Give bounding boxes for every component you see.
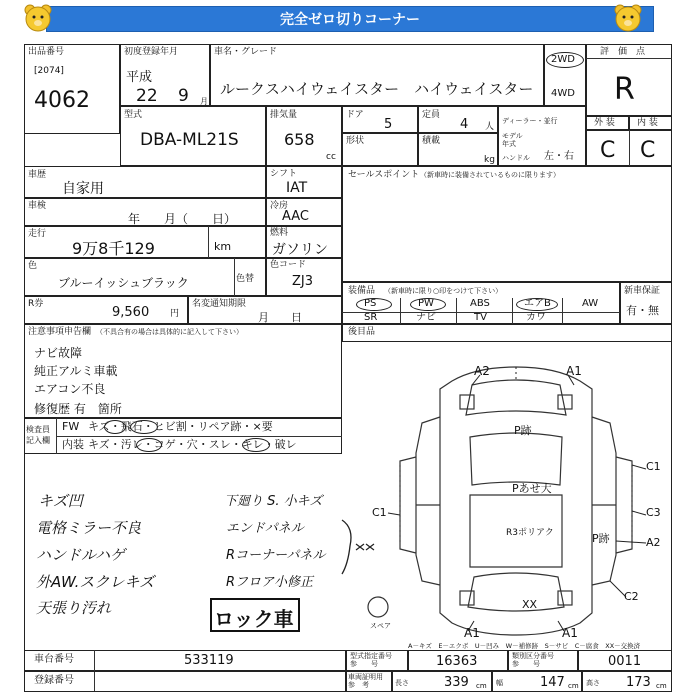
exterior-grade: C xyxy=(600,138,616,163)
equip-abs: ABS xyxy=(470,298,490,309)
hand-note-left-1: キズ凹 xyxy=(38,492,83,510)
handle-label: ハンドル xyxy=(502,154,530,162)
height-value: 173 xyxy=(626,675,651,690)
equip-navi: ナビ xyxy=(416,312,436,323)
inspector-circle-3 xyxy=(136,438,162,452)
history-value: 自家用 xyxy=(62,181,104,197)
notes-line-4: 修復歴 有 箇所 xyxy=(34,402,122,416)
capacity-label: 定員 xyxy=(422,110,441,120)
equip-ps: PS xyxy=(364,298,377,309)
mark-a2-right: A2 xyxy=(646,536,661,549)
reg-label: 登録番号 xyxy=(34,675,74,686)
length-unit: cm xyxy=(476,682,487,690)
sales-point-label: セールスポイント xyxy=(348,170,420,180)
notes-sublabel: （不具合有の場合は具体的に記入して下さい） xyxy=(96,328,243,336)
score-value: R xyxy=(614,72,635,107)
color-label: 色 xyxy=(28,261,38,271)
mark-spare: スペア xyxy=(370,622,391,630)
notes-line-1: ナビ故障 xyxy=(34,346,83,360)
shift-label: シフト xyxy=(270,169,298,179)
dims-label: 車両証明用 参 考 xyxy=(348,673,383,689)
mark-c2-right: C2 xyxy=(624,590,639,603)
width-label: 幅 xyxy=(496,679,503,687)
bear-mascot-icon xyxy=(22,2,54,34)
height-label: 高さ xyxy=(586,679,600,687)
mark-c1-left: C1 xyxy=(372,506,387,519)
mark-a2-top: A2 xyxy=(474,364,490,378)
sales-point-cell xyxy=(342,166,672,282)
reg-year-label: 初度登録年月 xyxy=(124,47,179,57)
lot-number: 4062 xyxy=(34,88,90,113)
length-value: 339 xyxy=(444,675,469,690)
hand-note-right-1: 下廻り S. 小キズ xyxy=(224,494,323,509)
mark-p-rear: P跡 xyxy=(514,424,532,437)
recycle-value: 9,560 xyxy=(112,305,150,320)
model-name: ルークスハイウェイスター ハイウェイスター xyxy=(220,80,534,98)
model-code-label: 型式 xyxy=(124,110,143,120)
notes-line-3: エアコン不良 xyxy=(34,382,106,396)
drive-4wd: 4WD xyxy=(551,88,575,99)
equip-pw: PW xyxy=(418,298,434,309)
mileage-value: 9万8千129 xyxy=(72,239,155,258)
displacement: 658 xyxy=(284,130,315,149)
height-unit: cm xyxy=(656,682,667,690)
history-cell xyxy=(24,166,266,198)
doors-label: ドア xyxy=(346,110,364,120)
rear-seat-cell xyxy=(342,324,672,342)
color-no-label: 色替 xyxy=(236,274,255,284)
model-code: DBA-ML21S xyxy=(140,130,239,150)
history-label: 車歴 xyxy=(28,170,47,180)
diagram-legend: A－キズ E－エクボ U－凹み W－補修跡 S－サビ C－腐食 XX－交換済 xyxy=(408,642,641,650)
mark-a1-bottom-right: A1 xyxy=(562,626,578,640)
equipment-note: （新車時に限り○印をつけて下さい） xyxy=(384,287,503,295)
inspection-value: 年 月（ 日） xyxy=(128,212,237,226)
equipment-label: 装備品 xyxy=(348,286,376,296)
equip-leather: カワ xyxy=(526,312,546,323)
mileage-unit: km xyxy=(214,240,232,253)
displacement-unit: cc xyxy=(326,152,336,162)
payload-label: 積載 xyxy=(422,136,441,146)
fuel-label: 燃料 xyxy=(270,228,289,238)
payload-unit: kg xyxy=(484,155,495,165)
mark-a1-bottom-left: A1 xyxy=(464,626,480,640)
recycle-cell xyxy=(24,296,188,324)
hand-note-left-3: ハンドルハゲ xyxy=(36,546,125,564)
lot-number-label: 出品番号 xyxy=(28,47,65,57)
mark-c3-right: C3 xyxy=(646,506,661,519)
mark-c1-right: C1 xyxy=(646,460,661,473)
reg-month: 9 xyxy=(178,86,189,106)
interior-label: 内 装 xyxy=(637,118,658,128)
new-car-value: 有・無 xyxy=(626,304,659,317)
model-no-label: 型式指定番号 参 号 xyxy=(350,652,392,668)
shift-value: IAT xyxy=(286,180,308,196)
score-label: 評 価 点 xyxy=(600,47,646,57)
reg-year: 22 xyxy=(136,86,158,106)
recycle-label: R券 xyxy=(28,299,44,309)
inspector-label: 検査員 記入欄 xyxy=(26,425,50,445)
notes-label: 注意事項申告欄 xyxy=(28,327,92,337)
reg-month-unit: 月 xyxy=(200,97,208,106)
rear-seat-label: 後目品 xyxy=(348,327,376,337)
color-value: ブルーイッシュブラック xyxy=(58,276,189,290)
mark-xx-front: XX xyxy=(522,598,538,611)
notes-line-2: 純正アルミ車載 xyxy=(34,364,118,378)
hand-note-left-5: 天張り汚れ xyxy=(36,599,112,617)
new-car-label: 新車保証 xyxy=(624,286,661,296)
equip-airbag: エアB xyxy=(524,298,551,309)
color-code-label: 色コード xyxy=(270,260,307,270)
category-value: 0011 xyxy=(608,654,642,669)
ac-value: AAC xyxy=(282,209,309,224)
lot-number-prefix: [2074] xyxy=(34,66,64,76)
hand-note-right-3: Rコーナーパネル xyxy=(226,548,326,563)
doors: 5 xyxy=(384,117,393,132)
hand-note-right-4: Rフロア小修正 xyxy=(226,575,314,590)
shape-label: 形状 xyxy=(346,136,365,146)
bear-mascot-icon xyxy=(612,2,644,34)
reg-era: 平成 xyxy=(126,70,153,85)
drive-2wd: 2WD xyxy=(551,54,575,65)
inspector-circle-2 xyxy=(130,420,158,434)
model-year-label: モデル 年式 xyxy=(502,132,523,148)
lock-stamp: ロック車 xyxy=(214,607,294,631)
ac-label: 冷房 xyxy=(270,201,289,211)
capacity: 4 xyxy=(460,117,469,132)
model-name-label: 車名・グレード xyxy=(214,47,278,57)
capacity-unit: 人 xyxy=(485,122,495,132)
dealer-label: ディーラー・並行 xyxy=(502,117,558,125)
inspector-circle-4 xyxy=(242,438,270,452)
hand-note-right-2: エンドパネル xyxy=(226,521,304,536)
nameplate-label: 名変通知期限 xyxy=(192,299,247,309)
sales-point-note: （新車時に装備されているものに限ります） xyxy=(420,171,560,179)
equip-aw: AW xyxy=(582,298,599,309)
equip-sr: SR xyxy=(364,312,378,323)
mark-p-door: R3ポリアク xyxy=(506,528,554,538)
inspector-circle-1 xyxy=(104,420,126,434)
category-label: 類別区分番号 参 号 xyxy=(512,652,554,668)
chassis-value: 533119 xyxy=(184,653,234,668)
header-title: 完全ゼロ切りコーナー xyxy=(280,12,420,28)
mark-p-side: P跡 xyxy=(592,532,610,545)
mileage-label: 走行 xyxy=(28,229,47,239)
model-no-value: 16363 xyxy=(436,654,478,669)
hand-note-left-4: 外AW.スクレキズ xyxy=(36,573,155,591)
mark-p-center: Pあせ大 xyxy=(512,482,552,495)
recycle-unit: 円 xyxy=(170,309,180,319)
fuel-value: ガソリン xyxy=(272,242,328,258)
exterior-label: 外 装 xyxy=(594,118,615,128)
color-code-value: ZJ3 xyxy=(292,274,314,289)
hand-note-left-2: 電格ミラー不良 xyxy=(36,519,142,537)
interior-grade: C xyxy=(640,138,656,163)
width-unit: cm xyxy=(568,682,579,690)
mark-a1-top: A1 xyxy=(566,364,582,378)
width-value: 147 xyxy=(540,675,565,690)
inspector-row2-head: 内装 xyxy=(62,438,84,451)
inspector-row1-head: FW xyxy=(62,420,80,433)
handle-value: 左・右 xyxy=(544,151,574,162)
inspection-label: 車検 xyxy=(28,201,47,211)
inspector-row2-items: キズ・汚レ・コゲ・穴・スレ・キレ・破レ xyxy=(88,438,297,451)
inspector-row1-items: キズ・飛石・ヒビ割・リペア跡・×要 xyxy=(88,420,273,433)
equip-tv: TV xyxy=(474,312,487,323)
displacement-label: 排気量 xyxy=(270,110,298,120)
length-sub: 長さ xyxy=(395,679,409,687)
chassis-label: 車台番号 xyxy=(34,654,74,665)
nameplate-value: 月 日 xyxy=(258,311,302,324)
